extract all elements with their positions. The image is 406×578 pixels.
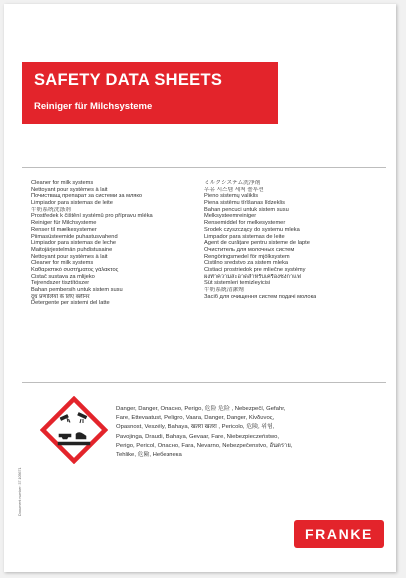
product-name-left: Bahan pembersih untuk sistem susu	[31, 287, 123, 293]
product-name-left: Limpiador para sistemas de leche	[31, 240, 117, 247]
product-name-left: Cleaner for milk systems	[31, 180, 94, 186]
product-name-right: Bahan pencuci untuk sistem susu	[204, 206, 289, 213]
product-name-right: Засіб для очищення систем подачі молока	[204, 293, 317, 300]
product-name-left: Nettoyant pour systèmes à lait	[31, 253, 108, 260]
top-divider	[22, 167, 386, 168]
product-name-left: Maitojärjestelmän puhdistusaine	[31, 246, 113, 253]
product-name-right: ミルクシステム洗浄剤	[204, 180, 261, 186]
product-name-right: Rengöringsmedel för mjölksystem	[204, 253, 290, 260]
product-name-right: ผงทำความสะอาดสำหรับเครื่องชงกาแฟ	[204, 273, 301, 280]
product-name-left: Limpiador para sistemas de leite	[31, 200, 113, 207]
product-name-right: Rensemiddel for melkesystemer	[204, 220, 286, 227]
product-name-right: Очиститель для молочных систем	[204, 246, 295, 253]
product-name-right: Agent de curățare pentru sisteme de lapte	[204, 240, 310, 247]
product-name-left: Καθαριστικό συστήματος γάλακτος	[31, 266, 119, 273]
product-name-right: Melksysteemreiniger	[204, 213, 257, 220]
product-name-right: Limpador para sistemas de leite	[204, 233, 285, 240]
product-name-left: Tejrendszer tisztítószer	[31, 280, 90, 287]
product-name-right: Pieno sistemų valiklis	[204, 193, 259, 200]
product-name-left: Prostředek k čištění systémů pro přípravu mléka	[31, 213, 153, 220]
product-name-left: Čistač sustava za mlijeko	[31, 273, 95, 280]
document-title: SAFETY DATA SHEETS	[34, 71, 223, 89]
product-name-left: Reiniger für Milchsysteme	[31, 220, 97, 227]
document-page	[4, 4, 396, 572]
corrosion-icon	[40, 396, 108, 464]
logo-text: FRANKE	[305, 526, 373, 542]
franke-logo	[294, 520, 384, 548]
product-name-left: Renser til mælkesystemer	[31, 226, 97, 233]
product-subtitle: Reiniger für Milchsysteme	[34, 101, 153, 112]
product-name-right: Čistiaci prostriedok pre mliečne systémy	[204, 266, 306, 273]
product-name-right: 牛奶系統清潔劑	[204, 287, 244, 293]
product-name-left: Nettoyant pour systèmes à lait	[31, 186, 108, 193]
signal-words: Danger, Danger, Опасно, Perigo, 危险 危险 , Nebezpečí, Gefahr, Fare, Ettevaatust, Peligro, Vaara, Danger, Danger, Κίνδυνος, Opasnost, Veszély, Bahaya, खतरा खतरा , Pericolo, 危険, 위험, Pavojinga, Draudi, Bahaya, Gevaar, Fare, Niebezpieczeństwo, Perigo, Pericol, Опасно, Fara, Nevarno, Nebezpečenstvo, อันตราย, Tehlike, 危險, Небезпека	[116, 406, 293, 459]
product-name-right: Süt sistemleri temizleyicisi	[204, 280, 271, 287]
product-name-right: Środek czyszczący do systemu mleka	[204, 226, 300, 233]
product-name-left: Piimasüsteemide puhastusvahend	[31, 233, 118, 240]
product-name-right: Čistilno sredstvo za sistem mleka	[204, 260, 289, 267]
product-name-right: Piena sistēmu tīrīšanas līdzeklis	[204, 200, 285, 207]
product-names-left-column	[31, 180, 153, 307]
product-name-left: Cleaner for milk systems	[31, 260, 94, 267]
product-names-right-column	[204, 180, 316, 300]
product-name-left: Detergente per sistemi del latte	[31, 300, 110, 307]
middle-divider	[22, 382, 386, 383]
product-name-right: 우유 시스템 세척 솔루션	[204, 186, 264, 193]
document-number: Document number: 37.105671	[18, 467, 22, 516]
title-banner	[22, 62, 278, 124]
product-name-left: दूध प्रणालियों के लिए क्लीनर	[31, 293, 90, 300]
product-name-left: 牛奶系统洗涤剂	[31, 206, 71, 213]
product-name-left: Почистващ препарат за системи за мляко	[31, 193, 143, 200]
